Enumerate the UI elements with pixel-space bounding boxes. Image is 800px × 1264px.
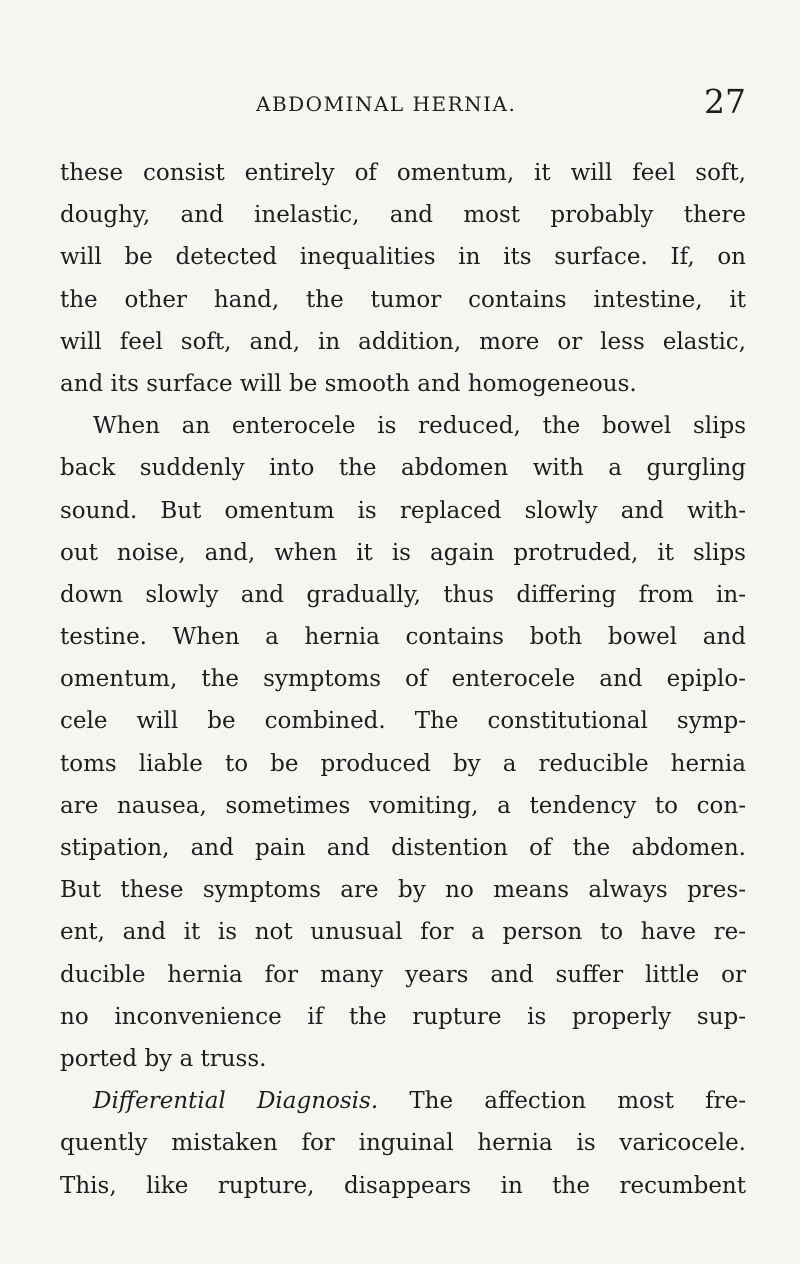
text-line: ent, and it is not unusual for a person to have re- xyxy=(60,919,746,946)
section-first-line xyxy=(60,1080,746,1122)
text-line: This, like rupture, disappears in the recumbent xyxy=(60,1172,746,1199)
text-line: toms liable to be produced by a reducible hernia xyxy=(60,750,746,777)
text-line: stipation, and pain and distention of the abdomen. xyxy=(60,835,746,861)
text-line: the other hand, the tumor contains intestine, it xyxy=(60,286,746,313)
text-line: quently mistaken for inguinal hernia is varicocele. xyxy=(60,1130,746,1157)
text-line: out noise, and, when it is again protruded, it slips xyxy=(60,539,746,566)
text-line: ducible hernia for many years and suffer little or xyxy=(60,961,746,988)
text-line: doughy, and inelastic, and most probably there xyxy=(60,202,746,229)
running-head xyxy=(60,82,746,128)
section-first-line-text: The affection most fre- xyxy=(409,1088,747,1115)
text-line: back suddenly into the abdomen with a gurgling xyxy=(60,455,746,482)
text-line: no inconvenience if the rupture is properly sup- xyxy=(60,1003,746,1030)
section-heading: Differential Diagnosis. xyxy=(93,1088,379,1115)
text-line: When an enterocele is reduced, the bowel slips xyxy=(93,413,746,440)
text-line: But these symptoms are by no means always pres- xyxy=(60,877,746,904)
text-line: down slowly and gradually, thus differing from in- xyxy=(60,581,746,608)
text-line: sound. But omentum is replaced slowly and with- xyxy=(60,497,746,524)
text-line: ported by a truss. xyxy=(60,1045,267,1072)
body-text xyxy=(60,152,746,1207)
text-line: testine. When a hernia contains both bowel and xyxy=(60,624,746,651)
text-line: are nausea, sometimes vomiting, a tendency to con- xyxy=(60,792,746,819)
text-line: will be detected inequalities in its surface. If, on xyxy=(60,244,746,271)
text-line: and its surface will be smooth and homogeneous. xyxy=(60,370,637,397)
running-head-title: ABDOMINAL HERNIA. xyxy=(256,92,517,116)
text-line: these consist entirely of omentum, it will feel soft, xyxy=(60,160,746,186)
text-line: cele will be combined. The constitutional symp- xyxy=(60,708,746,735)
text-line: will feel soft, and, in addition, more or less elastic, xyxy=(60,328,746,355)
page-number: 27 xyxy=(704,82,746,121)
text-line: omentum, the symptoms of enterocele and epiplo- xyxy=(60,666,746,693)
